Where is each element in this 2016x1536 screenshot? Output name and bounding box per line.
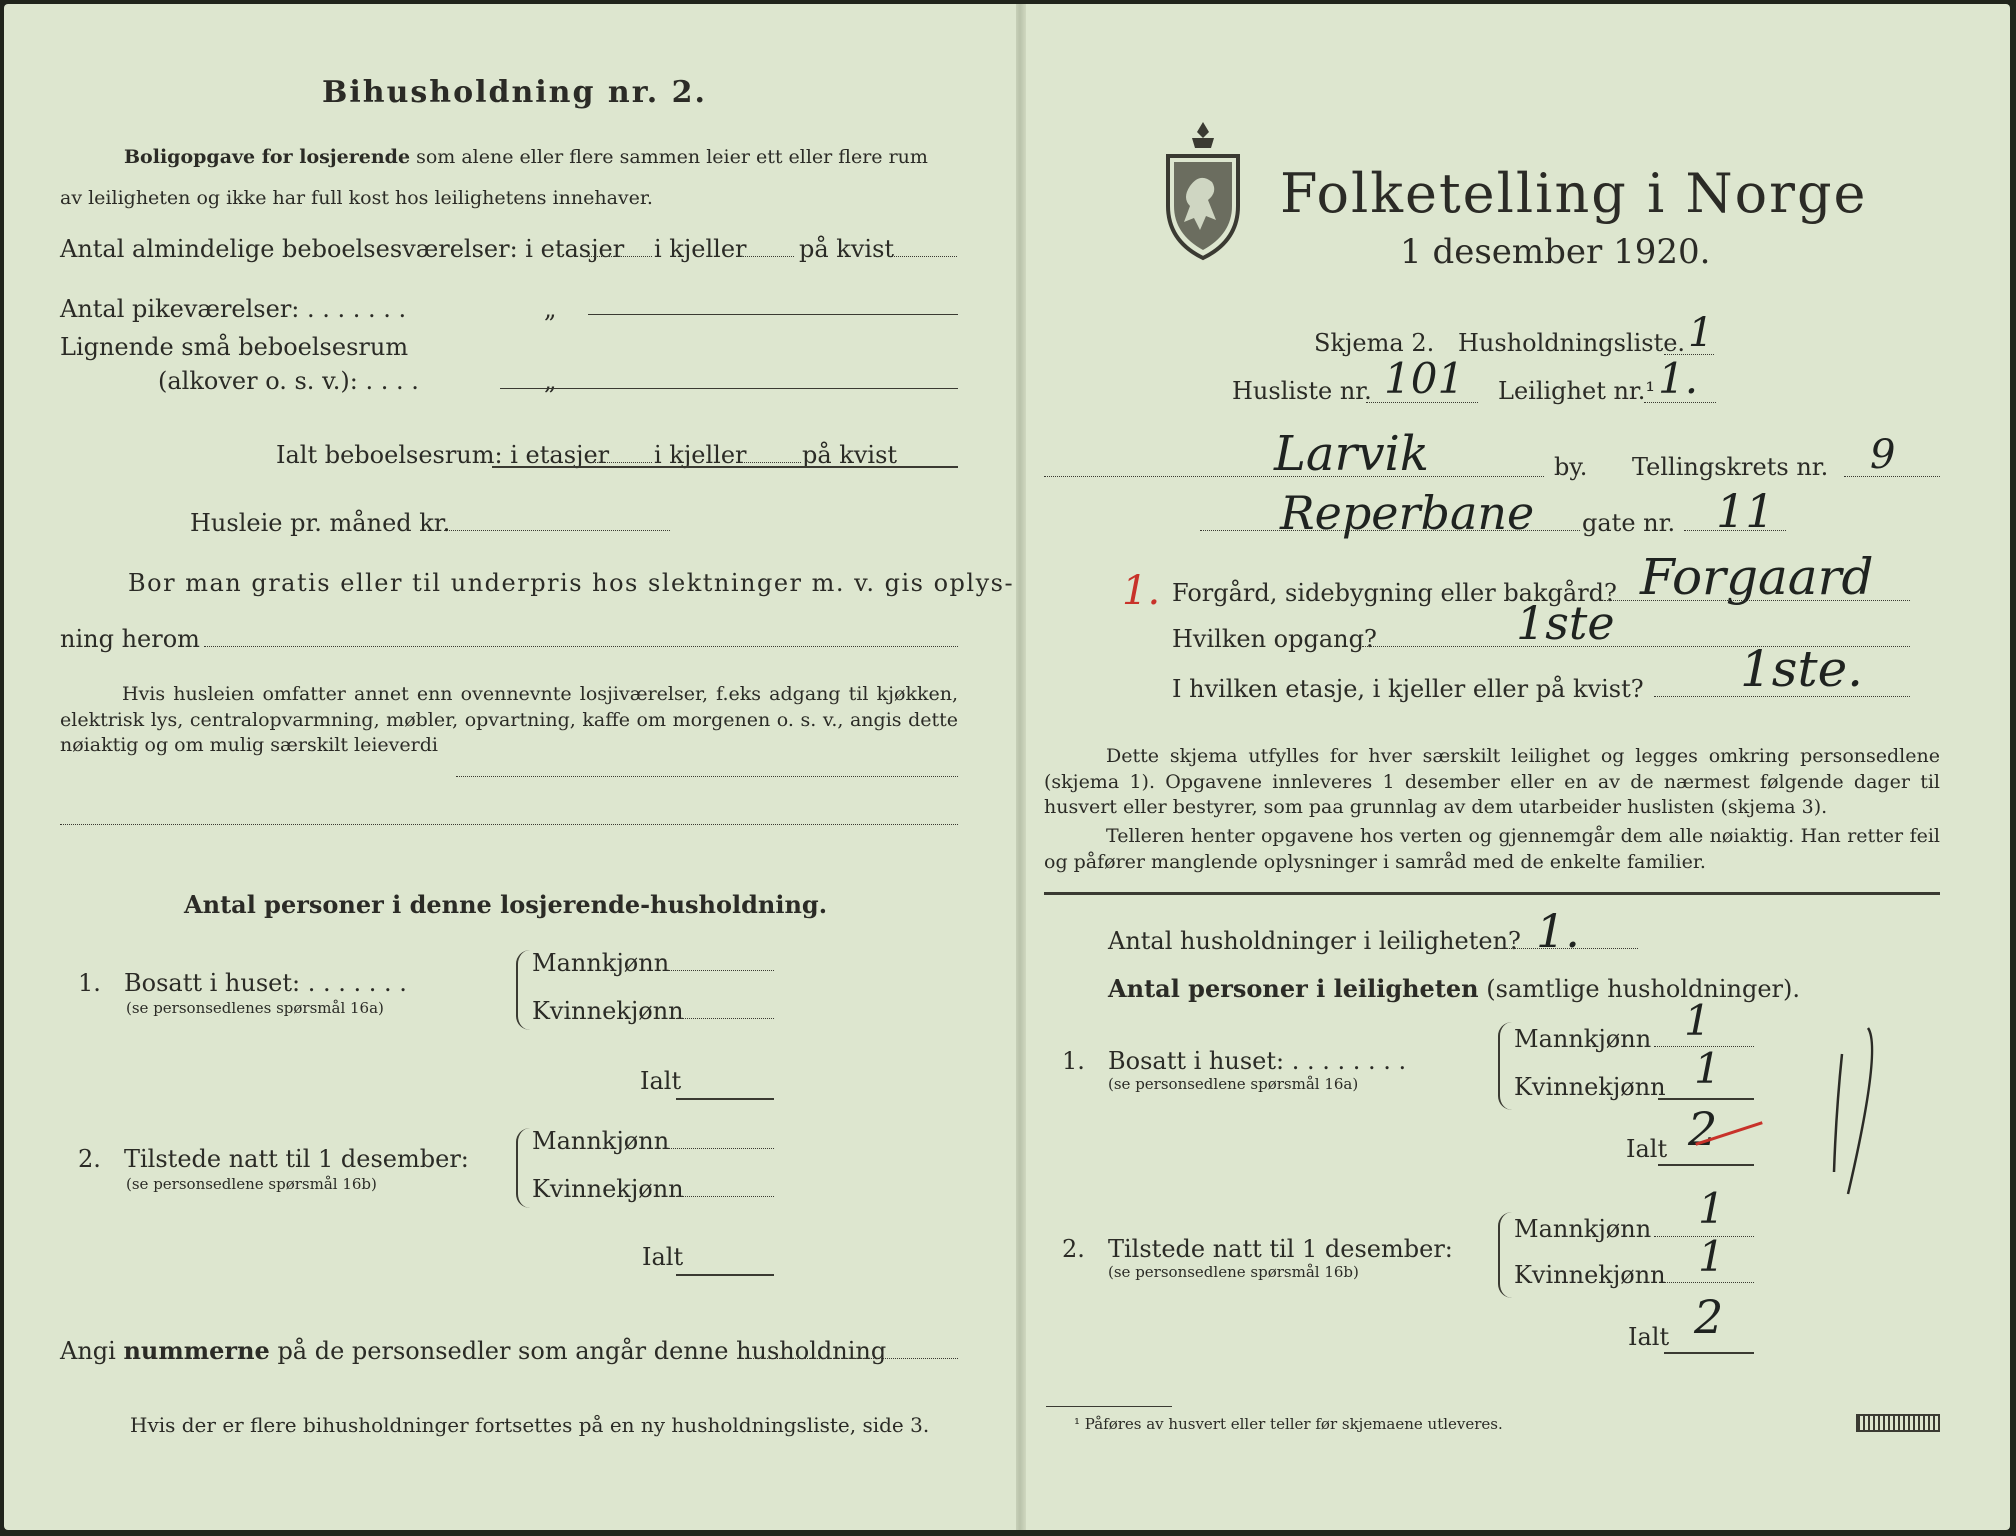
right-q1-kvinne: Kvinnekjønn [1514, 1073, 1666, 1101]
antal-personer-rest: (samtlige husholdninger). [1486, 975, 1801, 1003]
bor-line-1: Bor man gratis eller til underpris hos slektninger m. v. gis oplys- [128, 569, 1015, 597]
gate-label: gate nr. [1582, 509, 1676, 537]
etasje-line[interactable] [1654, 696, 1910, 697]
angi-rest: på de personsedler som angår denne husholdning [277, 1337, 887, 1365]
husholdningsliste-value: 1 [1688, 310, 1714, 356]
skjema-label: Skjema 2. [1314, 329, 1435, 357]
husleie-label: Husleie pr. måned kr. [190, 509, 451, 537]
kjeller-label-1: i kjeller [654, 235, 747, 263]
antal-pike-label: Antal pikeværelser: . . . . . . . [60, 295, 407, 323]
footnote-rule [1046, 1406, 1172, 1407]
tellingskrets-value: 9 [1870, 432, 1896, 478]
right-q2-kvinne-line[interactable] [1664, 1282, 1754, 1283]
right-q2-mann-value: 1 [1698, 1184, 1725, 1233]
forgaard-value: Forgaard [1640, 548, 1874, 606]
husholdningsliste-label: Husholdningsliste. [1458, 329, 1686, 357]
right-q2-brace [1498, 1212, 1512, 1298]
husliste-label: Husliste nr. [1232, 377, 1372, 405]
right-q1-kvinne-value: 1 [1694, 1044, 1721, 1093]
bor-line-2: ning herom [60, 625, 200, 653]
right-q2-ialt-line[interactable] [1664, 1352, 1754, 1354]
census-date: 1 desember 1920. [1400, 232, 1711, 272]
right-q2-num: 2. [1062, 1235, 1085, 1263]
left-q1-kvinne-line[interactable] [676, 1018, 774, 1019]
angi-fill-line[interactable] [738, 1358, 958, 1359]
etasje-question: I hvilken etasje, i kjeller eller på kvist? [1172, 675, 1644, 703]
leilighet-value: 1. [1658, 354, 1699, 403]
gate-value: Reperbane [1280, 486, 1535, 540]
left-q2-ialt: Ialt [642, 1243, 684, 1271]
ialt-etasjer-line[interactable] [592, 462, 652, 463]
bor-line[interactable] [204, 646, 958, 647]
right-q1-mann: Mannkjønn [1514, 1025, 1652, 1053]
antal-hush-line[interactable] [1500, 948, 1638, 949]
right-q1-kvinne-line[interactable] [1658, 1098, 1754, 1100]
hvis-paragraph: Hvis husleien omfatter annet enn ovennevnte losjiværelser, f.eks adgang til kjøkken, elektrisk lys, centralopvarmning, møbler, opvartning, kaffe om morgenen o. s. v., angis dette nøiaktig og om mulig særskilt leieverdi [60, 683, 958, 757]
left-q1-ialt: Ialt [640, 1067, 682, 1095]
forgaard-question: Forgård, sidebygning eller bakgård? [1172, 579, 1617, 607]
left-q1-label: Bosatt i huset: . . . . . . . [124, 969, 407, 997]
leieverdi-line[interactable] [456, 776, 958, 777]
right-q1-mann-value: 1 [1684, 996, 1711, 1045]
kvist-label-1: på kvist [799, 235, 895, 263]
left-q1-mann-line[interactable] [668, 970, 774, 971]
right-q2-ialt: Ialt [1628, 1323, 1670, 1351]
ditto-mark-2: „ [544, 367, 557, 395]
left-footer: Hvis der er flere bihusholdninger fortsettes på en ny husholdningsliste, side 3. [130, 1413, 930, 1437]
ialt-underline [492, 466, 958, 468]
left-q2-sub: (se personsedlene spørsmål 16b) [126, 1175, 377, 1193]
right-q2-kvinne-value: 1 [1698, 1232, 1725, 1281]
lignende-label: Lignende små beboelsesrum [60, 333, 409, 361]
left-q1-ialt-line[interactable] [676, 1098, 774, 1100]
husliste-line[interactable] [1366, 402, 1478, 403]
left-q1-brace [516, 950, 530, 1030]
opgang-value: 1ste [1516, 596, 1615, 650]
antal-alm-label: Antal almindelige beboelsesværelser: i etasjer [60, 235, 625, 263]
gate-nr-line[interactable] [1684, 530, 1786, 531]
antal-hush-value: 1. [1536, 904, 1580, 958]
by-line[interactable] [1044, 476, 1544, 477]
right-q2-kvinne: Kvinnekjønn [1514, 1261, 1666, 1289]
angi-line [60, 1338, 886, 1364]
right-q1-brace [1498, 1022, 1512, 1110]
center-fold [1016, 4, 1026, 1530]
left-q1-kvinne: Kvinnekjønn [532, 997, 684, 1025]
census-form-sheet [4, 4, 2010, 1530]
instructions-paragraph-2: Telleren henter opgavene hos verten og gjennemgår dem alle nøiaktig. Han retter feil og påfører manglende oplysninger i samråd med de enkelte familier. [1044, 825, 1940, 873]
intro-line-1 [124, 147, 928, 168]
right-q1-label: Bosatt i huset: . . . . . . . . [1108, 1047, 1407, 1075]
gate-line[interactable] [1200, 530, 1580, 531]
right-q1-ialt: Ialt [1626, 1135, 1668, 1163]
husliste-value: 101 [1384, 354, 1465, 403]
left-personer-heading: Antal personer i denne losjerende-husholdning. [184, 890, 828, 919]
intro-bold: Boligopgave for losjerende [124, 146, 411, 168]
instructions-rule [1044, 892, 1940, 895]
left-title: Bihusholdning nr. 2. [322, 75, 707, 110]
antal-hush-question: Antal husholdninger i leiligheten? [1108, 927, 1521, 955]
right-q1-num: 1. [1062, 1047, 1085, 1075]
left-q2-kvinne: Kvinnekjønn [532, 1175, 684, 1203]
left-q2-num: 2. [78, 1145, 101, 1173]
alkover-line[interactable] [500, 388, 958, 389]
right-q2-sub: (se personsedlene spørsmål 16b) [1108, 1263, 1359, 1281]
husleie-line[interactable] [444, 530, 670, 531]
left-q1-num: 1. [78, 969, 101, 997]
left-q2-kvinne-line[interactable] [676, 1196, 774, 1197]
intro-line-2: av leiligheten og ikke har full kost hos leilighetens innehaver. [60, 187, 653, 209]
ditto-mark: „ [544, 295, 557, 323]
right-q2-ialt-value: 2 [1694, 1290, 1724, 1344]
right-q1-ialt-value: 2 [1688, 1102, 1718, 1156]
forgaard-line[interactable] [1604, 600, 1910, 601]
pencil-check-mark-icon [1824, 1022, 1880, 1202]
left-q2-label: Tilstede natt til 1 desember: [124, 1145, 469, 1173]
angi-pre: Angi [60, 1337, 116, 1365]
pike-line[interactable] [588, 314, 958, 315]
right-q1-ialt-line[interactable] [1658, 1164, 1754, 1166]
coat-of-arms-icon [1160, 116, 1246, 266]
footnote: ¹ Påføres av husvert eller teller før skjemaene utleveres. [1074, 1415, 1503, 1433]
left-q2-ialt-line[interactable] [676, 1274, 774, 1276]
by-value: Larvik [1274, 426, 1429, 482]
angi-bold: nummerne [123, 1336, 270, 1365]
antal-personer-bold: Antal personer i leiligheten [1108, 974, 1479, 1003]
right-q2-label: Tilstede natt til 1 desember: [1108, 1235, 1453, 1263]
right-q1-sub: (se personsedlene spørsmål 16a) [1108, 1075, 1359, 1093]
left-q2-brace [516, 1128, 530, 1208]
left-q2-mann-line[interactable] [668, 1148, 774, 1149]
kvist-line-1[interactable] [892, 256, 957, 257]
left-q2-mann: Mannkjønn [532, 1127, 670, 1155]
instructions-paragraph-1: Dette skjema utfylles for hver særskilt leilighet og legges omkring personsedlene (skjema 1). Opgavene innleveres 1 desember eller en av de nærmest følgende dager til husvert eller bestyrer, som paa grunnlag av dem utarbeider huslisten (skjema 3). [1044, 745, 1940, 819]
intro-rest: som alene eller flere sammen leier ett eller flere rum [416, 146, 928, 168]
margin-red-mark: 1. [1122, 568, 1161, 614]
by-label: by. [1554, 453, 1588, 481]
gate-nr-value: 11 [1716, 484, 1775, 538]
etasjer-line[interactable] [587, 256, 652, 257]
printer-stamp-icon [1856, 1414, 1940, 1432]
leilighet-line[interactable] [1644, 402, 1716, 403]
opgang-question: Hvilken opgang? [1172, 625, 1377, 653]
kjeller-line-2[interactable] [741, 462, 801, 463]
right-title: Folketelling i Norge [1280, 162, 1868, 225]
leieverdi-line-2[interactable] [60, 824, 958, 825]
left-q1-sub: (se personsedlenes spørsmål 16a) [126, 999, 384, 1017]
left-q1-mann: Mannkjønn [532, 949, 670, 977]
kvist-label-2: på kvist [802, 441, 898, 469]
kjeller-label-2: i kjeller [654, 441, 747, 469]
tellingskrets-line[interactable] [1844, 476, 1940, 477]
tellingskrets-label: Tellingskrets nr. [1632, 453, 1829, 481]
kjeller-line-1[interactable] [739, 256, 794, 257]
ialt-rum-label: Ialt beboelsesrum: i etasjer [276, 441, 610, 469]
leilighet-label: Leilighet nr.¹ [1498, 377, 1656, 405]
alkover-label: (alkover o. s. v.): . . . . [158, 367, 419, 395]
etasje-value: 1ste. [1740, 640, 1864, 698]
right-q2-mann: Mannkjønn [1514, 1215, 1652, 1243]
